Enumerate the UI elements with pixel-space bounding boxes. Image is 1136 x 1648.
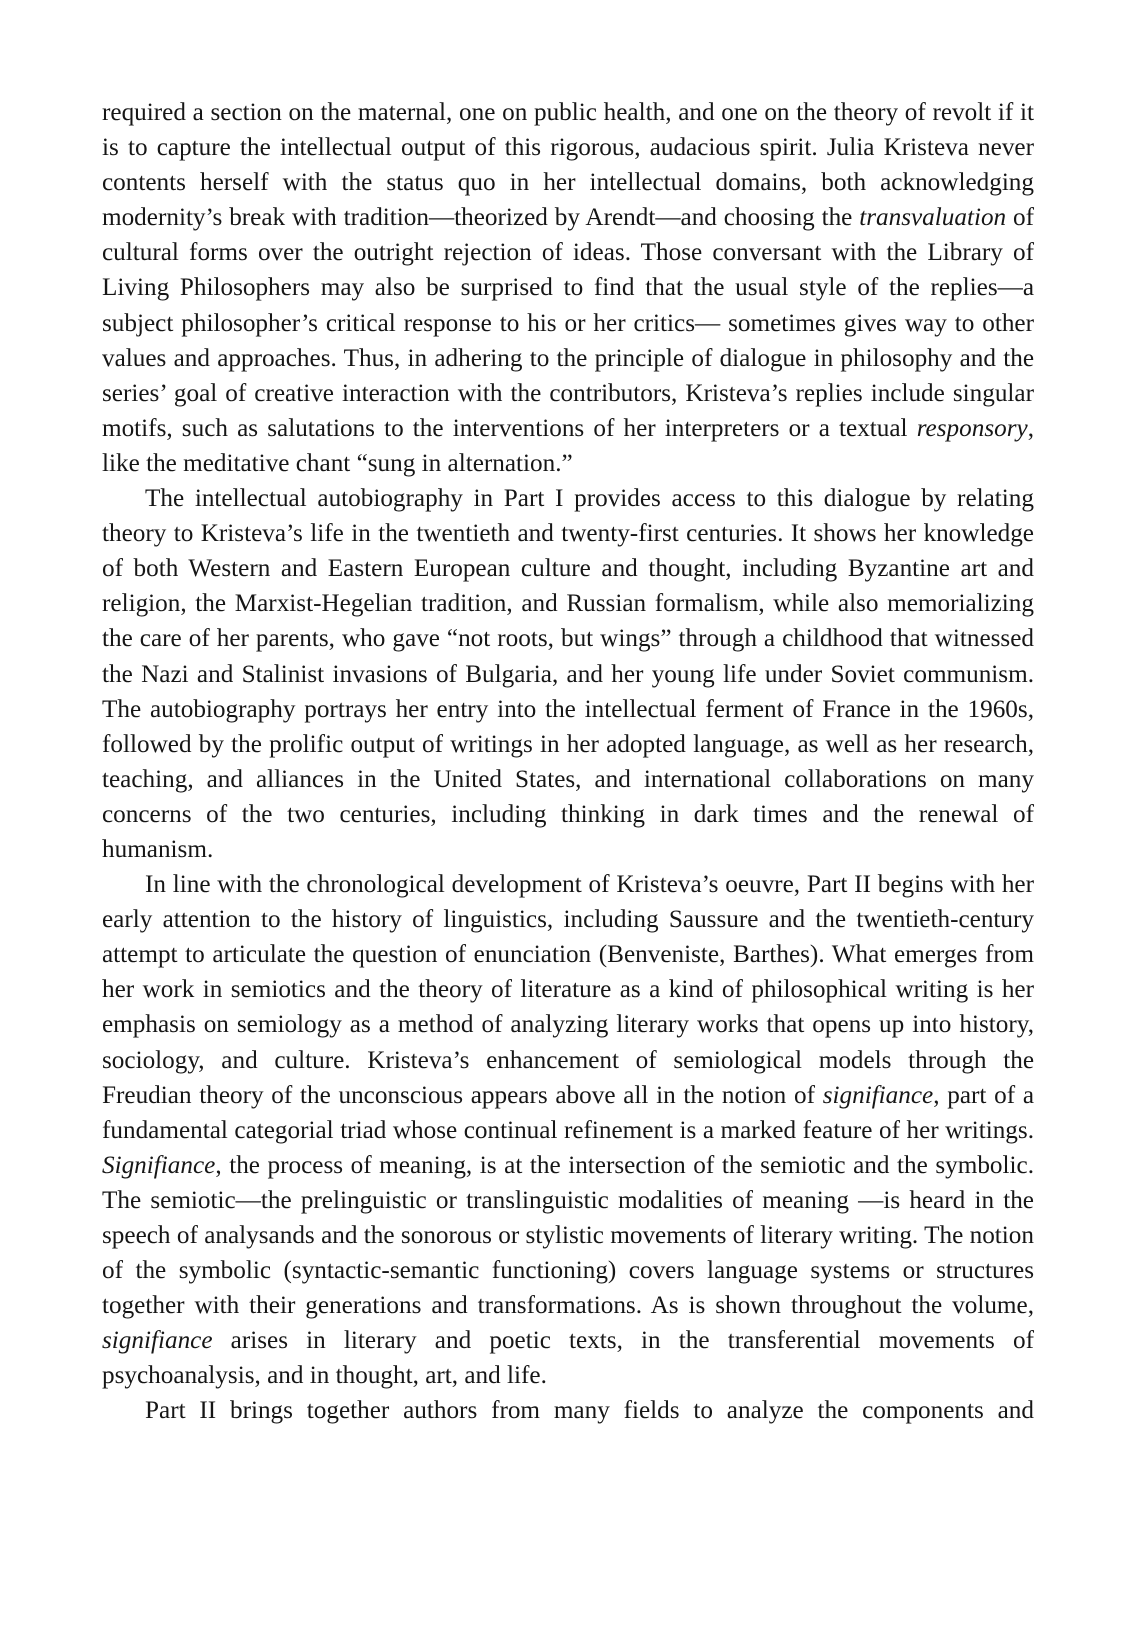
- text-run: required a section on the maternal, one on public health, and one on the theory of revolt if it is to capture the intellectual output of this rigorous, audacious spirit. Julia Kristeva never contents herself with the status quo in her intellectual domains, both acknowledging modernity’s break with tradition—theorized by Arendt—and choosing the: [102, 99, 1034, 232]
- text-run: arises in literary and poetic texts, in the transferential movements of psychoanalysis, and in thought, art, and life.: [102, 1327, 1034, 1390]
- body-text: [102, 95, 1034, 1429]
- text-run: , part of a fundamental categorial triad whose continual refinement is a marked feature of her writings.: [102, 1081, 1034, 1144]
- paragraph-part-two: [102, 867, 1034, 1393]
- paragraph-final-line: [102, 1393, 1034, 1428]
- text-run: The intellectual autobiography in Part I provides access to this dialogue by relating theory to Kristeva’s life in the twentieth and twenty-first centuries. It shows her knowledge of both Western and Eastern European culture and thought, including Byzantine art and religion, the Marxist-Hegelian tradition, and Russian formalism, while also memorializing the care of her parents, who gave “not roots, but wings” through a childhood that witnessed the Nazi and Stalinist invasions of Bulgaria, and her young life under Soviet communism. The autobiography portrays her entry into the intellectual ferment of France in the 1960s, followed by the prolific output of writings in her adopted language, as well as her research, teaching, and alliances in the United States, and international collaborations on many concerns of the two centuries, including thinking in dark times and the renewal of humanism.: [102, 485, 1034, 863]
- paragraph-autobiography: [102, 481, 1034, 867]
- emphasis-text: signifiance: [822, 1081, 934, 1109]
- emphasis-text: transvaluation: [859, 204, 1007, 232]
- text-run: , the process of meaning, is at the intersection of the semiotic and the symbolic. The semiotic—the prelinguistic or translinguistic modalities of meaning —is heard in the speech of analysands and the sonorous or stylistic movements of literary writing. The notion of the symbolic (syntactic-semantic functioning) covers language systems or structures together with their generations and transformations. As is shown throughout the volume,: [102, 1151, 1034, 1320]
- text-run: In line with the chronological development of Kristeva’s oeuvre, Part II begins with her early attention to the history of linguistics, including Saussure and the twentieth-century attempt to articulate the question of enunciation (Benveniste, Barthes). What emerges from her work in semiotics and the theory of literature as a kind of philosophical writing is her emphasis on semiology as a method of analyzing literary works that opens up into history, sociology, and culture. Kristeva’s enhancement of semiological models through the Freudian theory of the unconscious appears above all in the notion of: [102, 871, 1034, 1109]
- paragraph-continuation: [102, 95, 1034, 481]
- text-run: , like the meditative chant “sung in alternation.”: [102, 414, 1034, 477]
- emphasis-text: responsory: [916, 414, 1028, 442]
- emphasis-text: Signifiance: [102, 1151, 216, 1179]
- text-run: Part II brings together authors from many fields to analyze the components and: [145, 1397, 1034, 1425]
- emphasis-text: signifiance: [102, 1327, 213, 1355]
- text-run: of cultural forms over the outright rejection of ideas. Those conversant with the Library of Living Philosophers may also be surprised to find that the usual style of the replies—a subject philosopher’s critical response to his or her critics— sometimes gives way to other values and approaches. Thus, in adhering to the principle of dialogue in philosophy and the series’ goal of creative interaction with the contributors, Kristeva’s replies include singular motifs, such as salutations to the interventions of her interpreters or a textual: [102, 204, 1034, 442]
